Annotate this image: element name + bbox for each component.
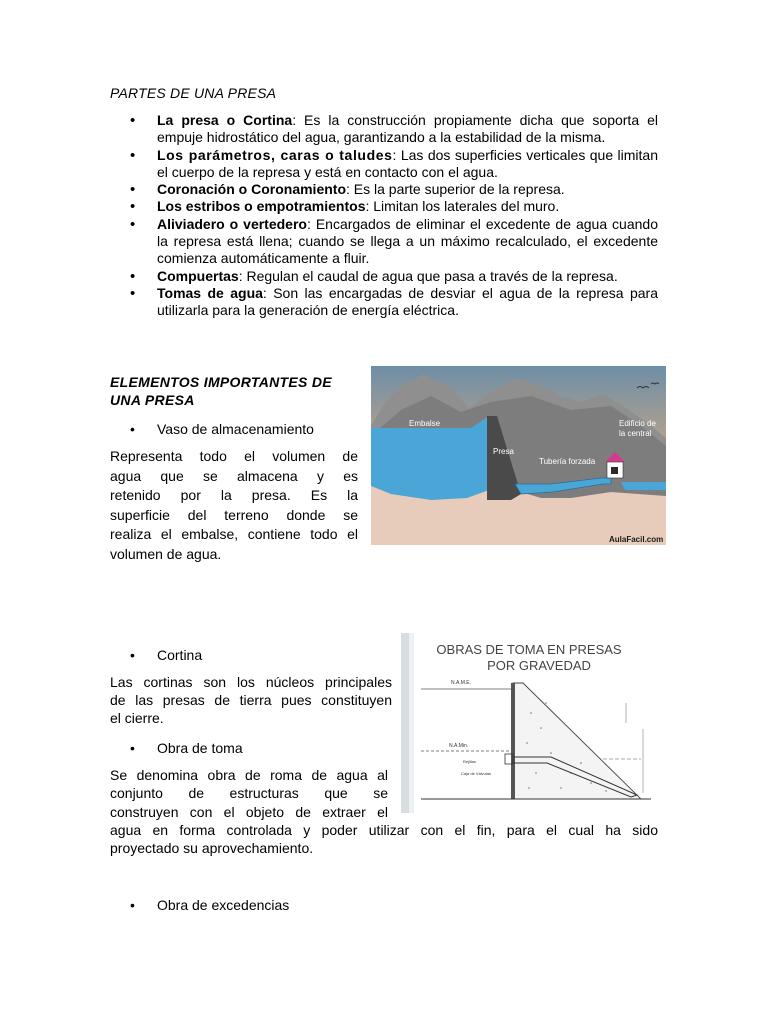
parts-list bbox=[110, 112, 658, 320]
list-item: • Coronación o Coronamiento: Es la parte superior de la represa. bbox=[110, 181, 658, 198]
list-item: • Compuertas: Regulan el caudal de agua que pasa a través de la represa. bbox=[110, 268, 658, 285]
paragraph-cortina: Las cortinas son los núcleos principales de las presas de tierra pues constituyen el cierre. bbox=[110, 674, 392, 726]
term: Compuertas bbox=[157, 267, 239, 284]
list-item: • La presa o Cortina: Es la construcción propiamente dicha que soporta el empuje hidrostático del agua, garantizando a la estabilidad de la misma. bbox=[110, 112, 658, 147]
svg-text:N.A.Min.: N.A.Min. bbox=[449, 743, 469, 749]
intake-works-diagram-image bbox=[401, 633, 656, 813]
svg-text:Edificio de: Edificio de bbox=[619, 419, 656, 428]
section-title-partes: PARTES DE UNA PRESA bbox=[110, 85, 277, 101]
svg-text:OBRAS DE TOMA EN PRESAS: OBRAS DE TOMA EN PRESAS bbox=[436, 642, 622, 657]
term: Coronación o Coronamiento bbox=[157, 181, 346, 198]
reservoir-water bbox=[371, 416, 489, 500]
term: Los parámetros, caras o taludes bbox=[157, 146, 393, 163]
term: Los estribos o empotramientos bbox=[157, 198, 366, 215]
svg-text:N.A.M.E.: N.A.M.E. bbox=[451, 680, 472, 686]
list-item: • Tomas de agua: Son las encargadas de desviar el agua de la represa para utilizarla para la generación de energía eléctrica. bbox=[110, 285, 658, 320]
svg-text:Caja de Válvulas: Caja de Válvulas bbox=[461, 771, 492, 776]
svg-text:Tubería forzada: Tubería forzada bbox=[539, 457, 596, 466]
term: La presa o Cortina bbox=[157, 112, 293, 128]
term: Aliviadero o vertedero bbox=[157, 215, 307, 232]
list-item: • Aliviadero o vertedero: Encargados de eliminar el excedente de agua cuando la represa está llena; cuando se llega a un máximo recalculado, el excedente comienza automáticamente a fluir. bbox=[110, 216, 658, 268]
svg-text:Rejillas: Rejillas bbox=[463, 759, 476, 764]
svg-text:AulaFacil.com: AulaFacil.com bbox=[609, 535, 664, 544]
paragraph-obra-toma: Se denomina obra de roma de agua al conjunto de estructuras que se construyen con el objeto de extraer el agua en forma controlada y poder utilizar con el fin, para el cual ha sido proyectado su aprovechamiento. bbox=[110, 767, 658, 857]
paragraph-vaso: Representa todo el volumen de agua que se almacena y es retenido por la presa. Es la superficie del terreno donde se realiza el embalse, contiene todo el volumen de agua. bbox=[110, 448, 358, 562]
list-item: • Los parámetros, caras o taludes: Las dos superficies verticales que limitan el cuerpo de la represa y está en contacto con el agua. bbox=[110, 147, 658, 182]
svg-text:Embalse: Embalse bbox=[409, 419, 441, 428]
term: Tomas de agua bbox=[157, 284, 263, 301]
list-item: • Los estribos o empotramientos: Limitan los laterales del muro. bbox=[110, 198, 658, 215]
dam-diagram-image bbox=[371, 366, 666, 545]
svg-text:la central: la central bbox=[619, 429, 652, 438]
svg-text:POR GRAVEDAD: POR GRAVEDAD bbox=[487, 658, 591, 673]
svg-text:Presa: Presa bbox=[493, 447, 514, 456]
section-title-elementos: ELEMENTOS IMPORTANTES DE UNA PRESA bbox=[110, 374, 332, 408]
